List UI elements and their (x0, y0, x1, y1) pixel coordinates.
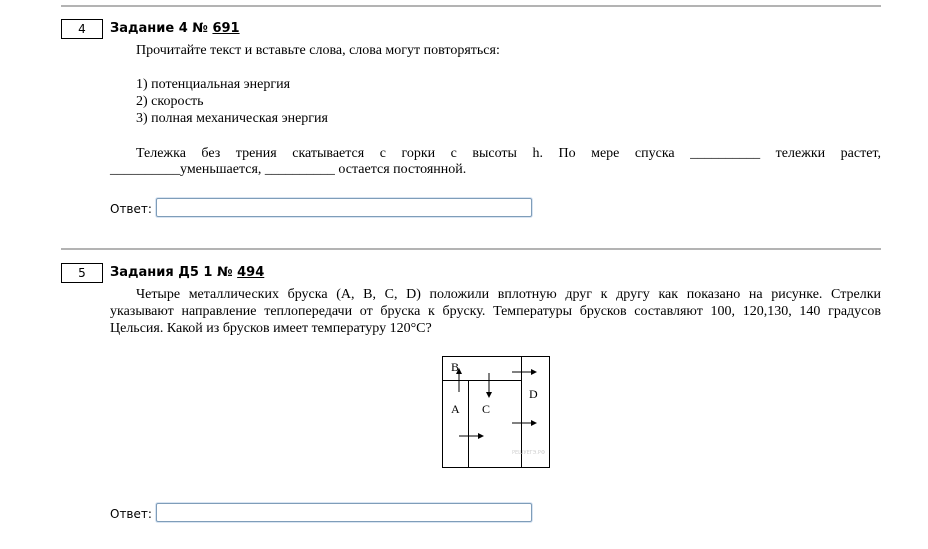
bar-label-b: B (451, 360, 460, 374)
task-number-badge: 5 (61, 263, 103, 283)
task-paragraph-line: Цельсия. Какой из брусков имеет температуру 120°C? (110, 321, 432, 336)
answer-label: Ответ: (110, 507, 152, 521)
answer-label: Ответ: (110, 202, 152, 216)
task-number-badge: 4 (61, 19, 103, 39)
task-paragraph-line: __________уменьшается, __________ остается постоянной. (110, 162, 467, 177)
bar-label-d: D (529, 387, 538, 401)
bar-label-a: A (451, 402, 460, 416)
option-item: 3) полная механическая энергия (136, 111, 328, 126)
task-title-text: Задание 4 № (110, 21, 213, 36)
watermark: РЕШУЕГЭ.РФ (512, 450, 546, 456)
task-title (110, 265, 264, 280)
task-id-link[interactable]: 691 (212, 21, 240, 36)
task-paragraph-line: указывают направление теплопередачи от бруска к бруску. Температуры брусков составляют 100, 120,130, 140 градусов (110, 304, 881, 319)
task-paragraph-line: Тележка без трения скатывается с горки с высоты h. По мере спуска __________ тележки растет, (136, 146, 881, 161)
option-item: 2) скорость (136, 94, 204, 109)
separator-top (61, 5, 881, 7)
answer-input[interactable] (156, 503, 532, 522)
bars-figure (442, 356, 550, 468)
separator (61, 248, 881, 250)
task-title (110, 21, 240, 36)
task-intro: Прочитайте текст и вставьте слова, слова могут повторяться: (136, 43, 500, 58)
task-id-link[interactable]: 494 (237, 265, 265, 280)
bar-label-c: C (482, 402, 491, 416)
option-item: 1) потенциальная энергия (136, 77, 291, 92)
task-paragraph-line: Четыре металлических бруска (A, B, C, D) положили вплотную друг к другу как показано на рисунке. Стрелки (136, 287, 881, 302)
answer-input[interactable] (156, 198, 532, 217)
task-title-text: Задания Д5 1 № (110, 265, 238, 280)
